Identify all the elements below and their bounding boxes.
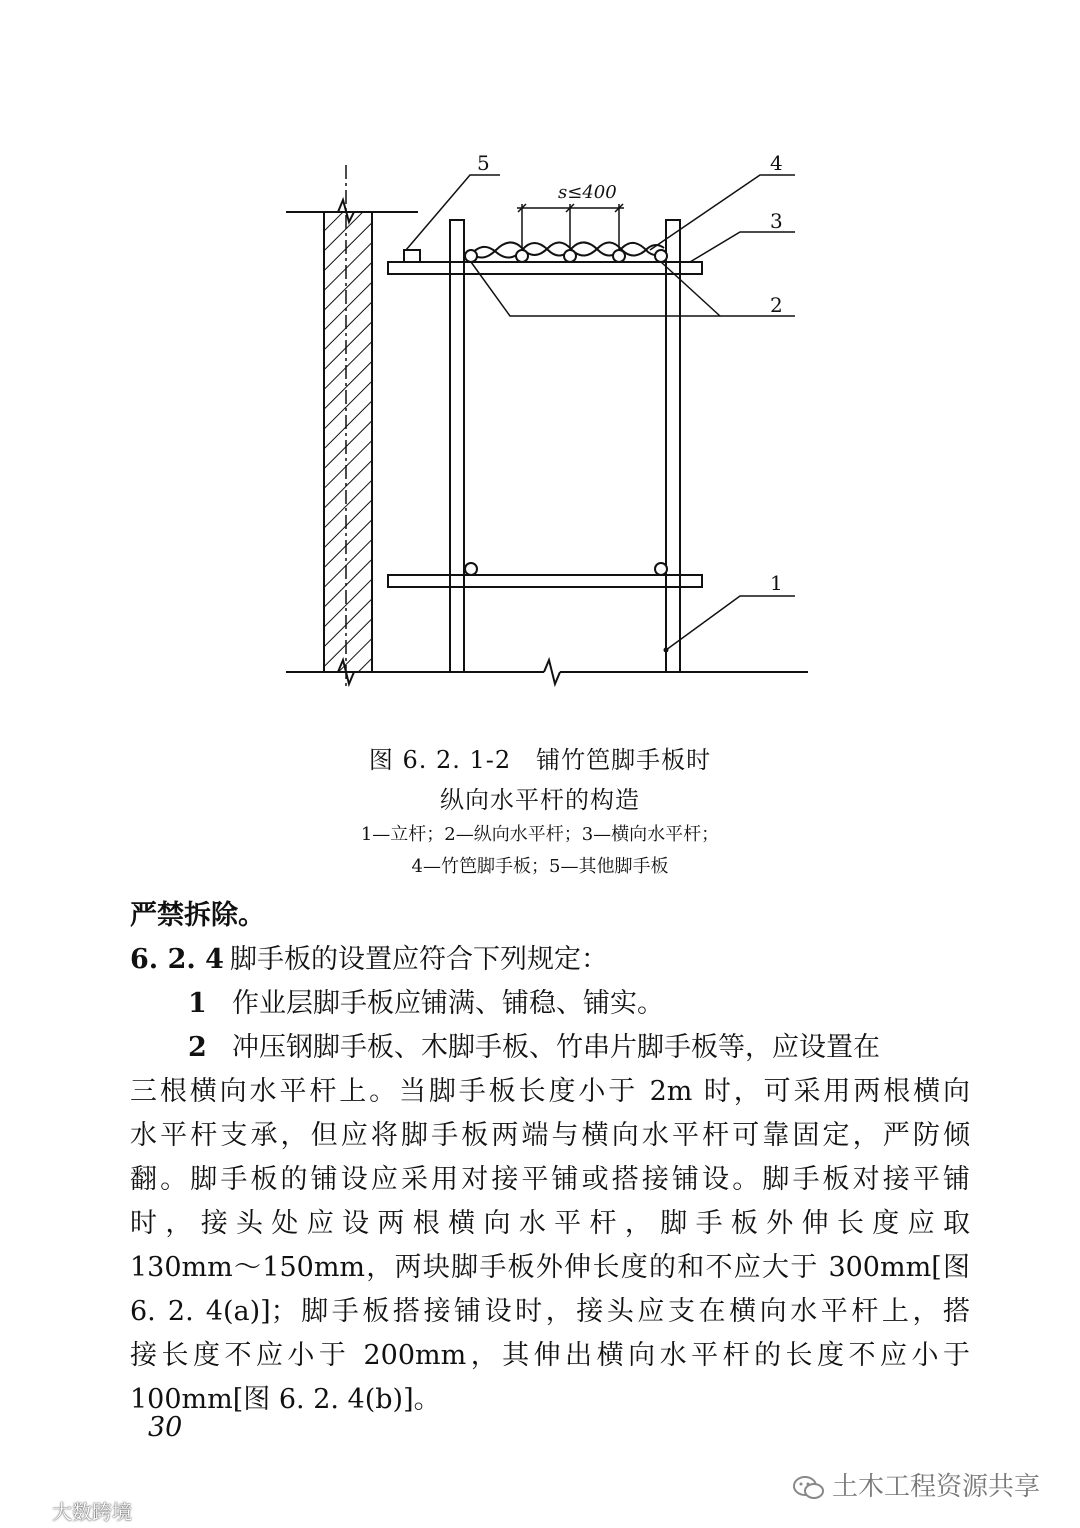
wechat-icon <box>792 1474 826 1502</box>
body-line-7: 翻。脚手板的铺设应采用对接平铺或搭接铺设。脚手板对接平铺 <box>130 1164 970 1195</box>
clause-2 <box>130 1030 970 1066</box>
other-scaffold-board <box>404 250 420 262</box>
figure-caption-title-1: 图 6. 2. 1-2 铺竹笆脚手板时 <box>368 746 712 774</box>
body-line-6: 水平杆支承，但应将脚手板两端与横向水平杆可靠固定，严防倾 <box>130 1120 970 1151</box>
upright-pole-right <box>666 220 680 672</box>
clause-1 <box>130 986 970 1022</box>
longitudinal-bar-lower-right <box>655 563 667 575</box>
body-line-5: 三根横向水平杆上。当脚手板长度小于 2m 时，可采用两根横向 <box>130 1076 970 1107</box>
label-4: 4 <box>770 151 783 175</box>
figure-legend-1: 1—立杆；2—纵向水平杆；3—横向水平杆； <box>360 824 720 845</box>
label-3: 3 <box>770 209 783 233</box>
upright-pole-left <box>450 220 464 672</box>
section-text: 脚手板的设置应符合下列规定： <box>230 944 608 975</box>
longitudinal-bar-lower-left <box>465 563 477 575</box>
scaffold-diagram <box>0 0 1080 720</box>
brand-logo-icon <box>10 1505 46 1523</box>
watermark-left-text: 大数跨境 <box>52 1500 132 1524</box>
label-5: 5 <box>477 151 490 175</box>
label-2: 2 <box>770 293 783 317</box>
body-line-1: 严禁拆除。 <box>130 900 265 931</box>
figure-legend-2: 4—竹笆脚手板；5—其他脚手板 <box>411 856 669 877</box>
body-line-8: 时，接头处应设两根横向水平杆，脚手板外伸长度应取 <box>130 1208 970 1239</box>
section-number: 6. 2. 4 <box>130 944 224 975</box>
page-number: 30 <box>148 1412 183 1443</box>
clause-2-text: 冲压钢脚手板、木脚手板、竹串片脚手板等，应设置在 <box>232 1032 880 1063</box>
body-line-11: 接长度不应小于 200mm，其伸出横向水平杆的长度不应小于 <box>130 1340 970 1371</box>
wall-hatch <box>324 212 372 672</box>
body-line-12: 100mm[图 6. 2. 4(b)]。 <box>130 1384 441 1415</box>
transverse-bar-upper <box>388 262 702 274</box>
section-heading-6-2-4 <box>130 942 970 978</box>
body-line-10: 6. 2. 4(a)]；脚手板搭接铺设时，接头应支在横向水平杆上，搭 <box>130 1296 970 1327</box>
watermark-left <box>10 1496 132 1525</box>
label-1: 1 <box>770 571 783 595</box>
clause-1-text: 作业层脚手板应铺满、铺稳、铺实。 <box>232 988 664 1019</box>
transverse-bar-lower <box>388 575 702 587</box>
watermark-right-text: 土木工程资源共享 <box>831 1472 1040 1502</box>
spacing-label: s≤400 <box>558 182 617 203</box>
clause-1-number: 1 <box>188 988 207 1019</box>
body-line-9: 130mm～150mm，两块脚手板外伸长度的和不应大于 300mm[图 <box>130 1252 970 1283</box>
clause-2-number: 2 <box>188 1032 207 1063</box>
watermark-right <box>792 1466 1040 1503</box>
figure-caption-title-2: 纵向水平杆的构造 <box>440 786 640 814</box>
